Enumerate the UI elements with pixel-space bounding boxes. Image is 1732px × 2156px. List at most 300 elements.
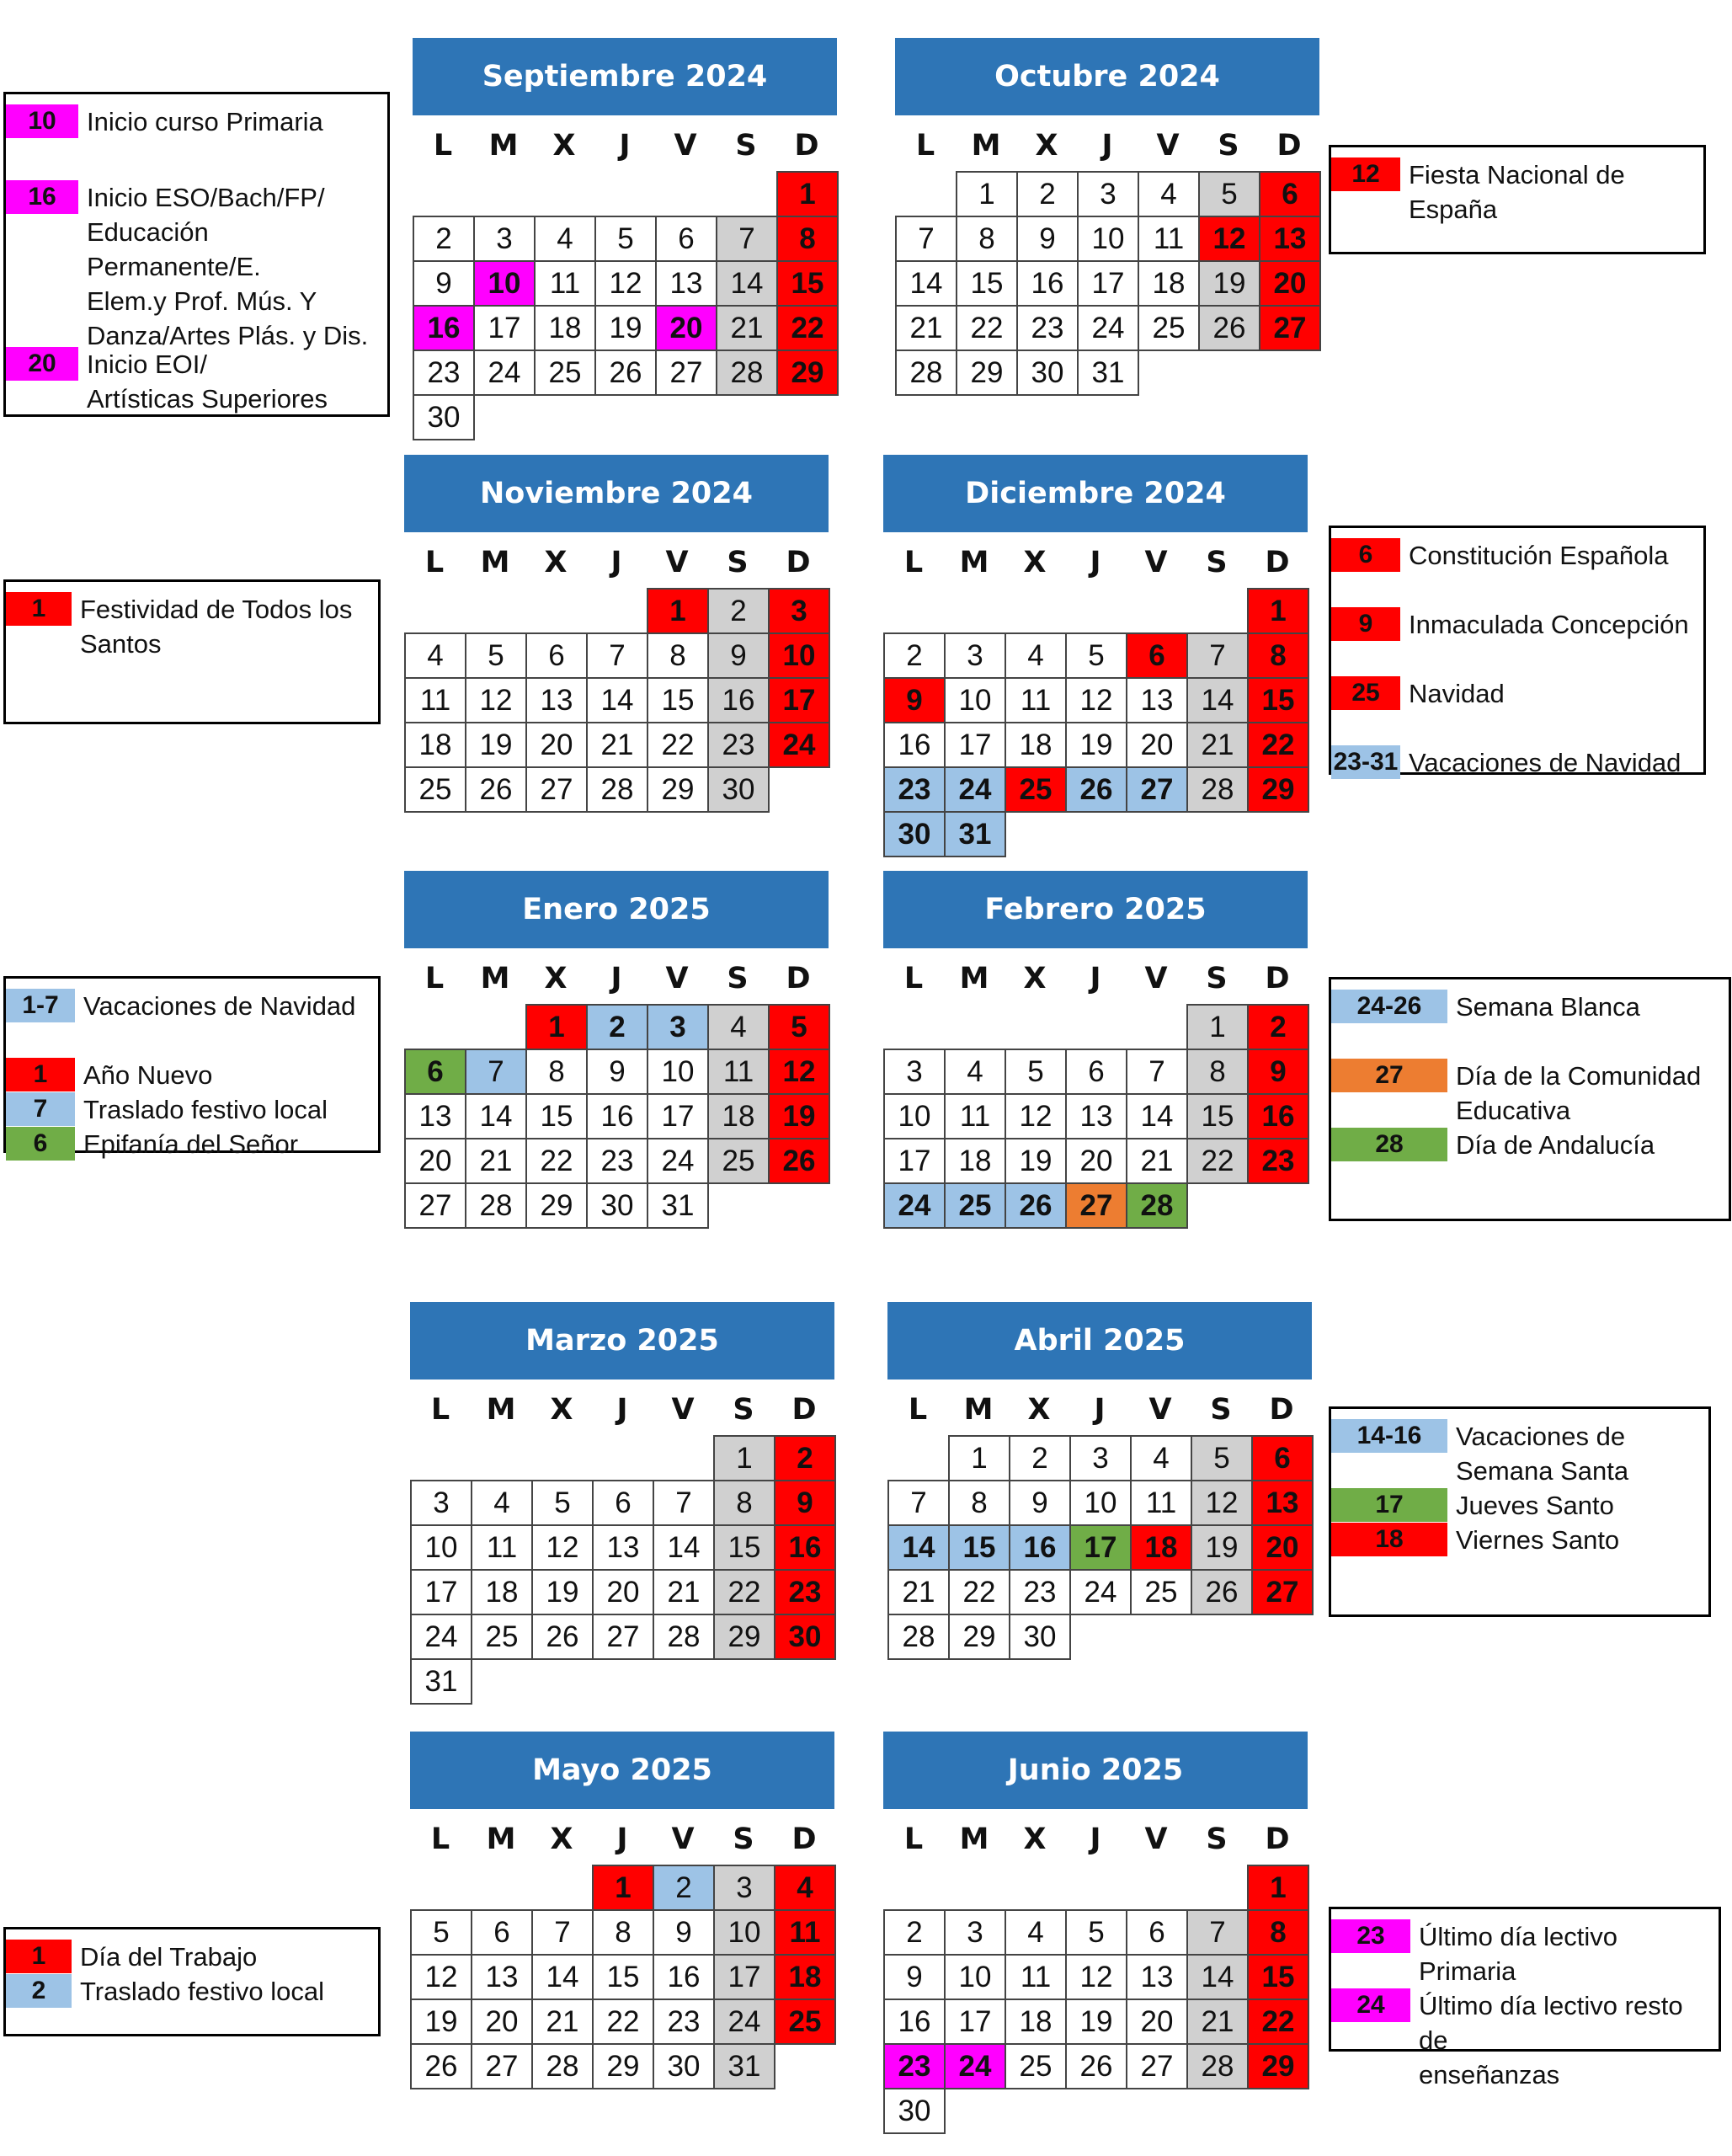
weekday-label: S: [733, 1393, 754, 1427]
day-cell: 21: [653, 1569, 715, 1615]
calendar-noviembre-2024: [404, 455, 829, 811]
weekday-label: S: [733, 1822, 754, 1856]
weekday-label: S: [727, 546, 749, 579]
weekday-label: S: [727, 962, 749, 995]
legend-junio: [1329, 1907, 1721, 2089]
day-cell: 9: [1016, 216, 1079, 262]
weekday-label: L: [915, 129, 935, 163]
weekday-label: X: [550, 1822, 573, 1856]
day-cell: 30: [883, 2088, 946, 2134]
day-cell: 23: [1009, 1569, 1071, 1615]
day-cell: 11: [1005, 1954, 1067, 2000]
day-cell: 5: [1198, 171, 1260, 217]
day-cell: 6: [592, 1480, 654, 1526]
day-cell: 24: [1069, 1569, 1132, 1615]
legend-text: Epifanía del Señor: [83, 1129, 299, 1159]
legend-swatch: 1: [6, 1058, 75, 1091]
day-cell: 11: [774, 1909, 836, 1956]
day-cell: 24: [713, 1999, 775, 2045]
day-cell: 28: [1186, 2043, 1249, 2089]
day-cell: 9: [653, 1909, 715, 1956]
day-grid: [404, 1004, 829, 1227]
day-cell: 23: [774, 1569, 836, 1615]
day-cell: 12: [531, 1524, 594, 1571]
day-cell: 12: [1005, 1093, 1067, 1139]
day-cell: 16: [774, 1524, 836, 1571]
weekday-label: L: [903, 1822, 924, 1856]
day-cell: 21: [586, 722, 648, 768]
day-cell: 7: [1186, 1909, 1249, 1956]
legend-swatch: 16: [6, 180, 78, 214]
day-cell: 1: [1186, 1004, 1249, 1050]
day-cell: 29: [948, 1614, 1010, 1660]
weekday-label: S: [1210, 1393, 1232, 1427]
day-cell: 13: [1251, 1480, 1314, 1526]
legend-noviembre: [3, 579, 381, 724]
day-cell: 23: [1247, 1138, 1309, 1184]
day-cell: 1: [592, 1865, 654, 1911]
day-cell: 28: [716, 350, 778, 396]
day-cell: 26: [1005, 1182, 1067, 1229]
day-cell: 10: [944, 677, 1006, 723]
day-cell: 6: [1126, 632, 1188, 679]
legend-swatch: 9: [1331, 607, 1400, 641]
day-cell: 6: [1259, 171, 1321, 217]
weekday-label: M: [480, 546, 510, 579]
day-cell: 26: [594, 350, 657, 396]
day-cell: 19: [1198, 260, 1260, 307]
weekday-label: L: [430, 1822, 450, 1856]
day-cell: 24: [473, 350, 536, 396]
day-cell: 30: [653, 2043, 715, 2089]
legend-swatch: 24-26: [1331, 990, 1447, 1023]
day-cell: 22: [948, 1569, 1010, 1615]
day-cell: 15: [956, 260, 1018, 307]
calendar-diciembre-2024: [883, 455, 1308, 856]
day-cell: 15: [1247, 677, 1309, 723]
day-cell: 5: [768, 1004, 830, 1050]
legend-item: [1331, 1488, 1708, 1523]
day-cell: 27: [471, 2043, 533, 2089]
calendar-mayo-2025: [410, 1732, 834, 2088]
day-cell: 1: [647, 588, 709, 634]
weekday-label: V: [1156, 129, 1180, 163]
legend-swatch: 28: [1331, 1128, 1447, 1161]
day-grid: [410, 1865, 834, 2088]
legend-enero: [3, 976, 381, 1159]
day-cell: 24: [883, 1182, 946, 1229]
day-cell: 26: [1198, 305, 1260, 351]
day-cell: 26: [531, 1614, 594, 1660]
day-cell: 4: [944, 1049, 1006, 1095]
day-cell: 12: [1065, 677, 1127, 723]
weekday-label: D: [786, 546, 811, 579]
calendar-junio-2025: [883, 1732, 1308, 2132]
day-cell: 27: [1126, 2043, 1188, 2089]
day-cell: 11: [471, 1524, 533, 1571]
day-cell: 3: [410, 1480, 472, 1526]
day-cell: 27: [655, 350, 717, 396]
day-cell: 5: [531, 1480, 594, 1526]
day-cell: 14: [465, 1093, 527, 1139]
day-cell: 11: [944, 1093, 1006, 1139]
legend-item: [6, 1092, 378, 1127]
day-cell: 30: [707, 766, 770, 813]
legend-item: [6, 104, 387, 139]
day-cell: 27: [404, 1182, 466, 1229]
day-grid: [883, 1004, 1308, 1227]
weekday-label: D: [794, 129, 819, 163]
month-title: Marzo 2025: [410, 1302, 834, 1380]
day-grid: [895, 171, 1319, 394]
day-cell: 13: [404, 1093, 466, 1139]
day-cell: 23: [707, 722, 770, 768]
day-cell: 8: [1247, 1909, 1309, 1956]
day-cell: 28: [1186, 766, 1249, 813]
day-cell: 18: [707, 1093, 770, 1139]
day-cell: 22: [713, 1569, 775, 1615]
day-cell: 4: [707, 1004, 770, 1050]
day-cell: 24: [647, 1138, 709, 1184]
day-cell: 16: [1247, 1093, 1309, 1139]
day-cell: 4: [1005, 632, 1067, 679]
legend-text: Inicio EOI/ Artísticas Superiores: [87, 350, 328, 414]
day-cell: 9: [1009, 1480, 1071, 1526]
legend-item: [1331, 1419, 1708, 1488]
weekday-label: X: [1027, 1393, 1051, 1427]
day-cell: 11: [1130, 1480, 1192, 1526]
legend-text: Vacaciones de Semana Santa: [1456, 1422, 1629, 1486]
day-cell: 27: [1251, 1569, 1314, 1615]
weekday-label: D: [791, 1393, 817, 1427]
weekday-label: D: [1276, 129, 1302, 163]
day-cell: 9: [586, 1049, 648, 1095]
day-cell: 10: [473, 260, 536, 307]
day-cell: 18: [944, 1138, 1006, 1184]
day-cell: 20: [525, 722, 588, 768]
legend-septiembre: [3, 92, 390, 417]
day-cell: 7: [1186, 632, 1249, 679]
day-cell: 26: [1191, 1569, 1253, 1615]
day-cell: 17: [713, 1954, 775, 2000]
day-cell: 21: [895, 305, 957, 351]
day-cell: 16: [883, 722, 946, 768]
day-cell: 7: [716, 216, 778, 262]
weekday-label: D: [1265, 1822, 1290, 1856]
day-cell: 4: [534, 216, 596, 262]
day-cell: 22: [776, 305, 839, 351]
legend-item: [6, 1940, 378, 1974]
weekday-label: V: [671, 1822, 695, 1856]
day-grid: [887, 1435, 1312, 1658]
day-cell: 5: [465, 632, 527, 679]
day-cell: 11: [534, 260, 596, 307]
day-cell: 3: [1069, 1435, 1132, 1481]
day-cell: 5: [594, 216, 657, 262]
legend-swatch: 23: [1331, 1919, 1410, 1953]
weekday-header-row: [404, 537, 829, 588]
day-cell: 19: [531, 1569, 594, 1615]
weekday-label: L: [903, 962, 924, 995]
day-cell: 25: [1005, 766, 1067, 813]
day-cell: 22: [1247, 722, 1309, 768]
weekday-label: V: [674, 129, 697, 163]
day-cell: 11: [404, 677, 466, 723]
day-cell: 4: [1130, 1435, 1192, 1481]
legend-swatch: 1-7: [6, 989, 75, 1022]
weekday-label: L: [433, 129, 453, 163]
day-cell: 28: [531, 2043, 594, 2089]
day-cell: 20: [1126, 1999, 1188, 2045]
day-cell: 20: [1126, 722, 1188, 768]
day-cell: 14: [1186, 1954, 1249, 2000]
day-cell: 18: [1005, 722, 1067, 768]
day-cell: 5: [1005, 1049, 1067, 1095]
weekday-header-row: [887, 1385, 1312, 1435]
weekday-header-row: [410, 1814, 834, 1865]
day-cell: 14: [887, 1524, 950, 1571]
day-cell: 2: [883, 632, 946, 679]
day-cell: 29: [1247, 2043, 1309, 2089]
day-cell: 16: [707, 677, 770, 723]
day-cell: 18: [534, 305, 596, 351]
day-cell: 7: [465, 1049, 527, 1095]
day-cell: 13: [1126, 1954, 1188, 2000]
weekday-label: J: [616, 1393, 628, 1427]
weekday-label: V: [671, 1393, 695, 1427]
legend-text: Inicio ESO/Bach/FP/ Educación Permanente/E. Elem.y Prof. Mús. Y Danza/Artes Plás. y Dis.: [87, 183, 369, 350]
day-cell: 19: [768, 1093, 830, 1139]
day-cell: 6: [525, 632, 588, 679]
day-cell: 29: [592, 2043, 654, 2089]
day-cell: 3: [944, 632, 1006, 679]
day-cell: 2: [774, 1435, 836, 1481]
day-cell: 6: [1251, 1435, 1314, 1481]
day-cell: 19: [1191, 1524, 1253, 1571]
weekday-label: M: [959, 1822, 989, 1856]
day-cell: 22: [1186, 1138, 1249, 1184]
weekday-label: X: [1035, 129, 1058, 163]
month-title: Noviembre 2024: [404, 455, 829, 532]
day-cell: 13: [1126, 677, 1188, 723]
weekday-label: D: [786, 962, 811, 995]
day-cell: 3: [944, 1909, 1006, 1956]
legend-text: Fiesta Nacional de España: [1409, 160, 1625, 224]
day-cell: 18: [404, 722, 466, 768]
day-cell: 20: [471, 1999, 533, 2045]
day-cell: 11: [707, 1049, 770, 1095]
day-cell: 8: [647, 632, 709, 679]
day-cell: 14: [531, 1954, 594, 2000]
day-cell: 20: [1065, 1138, 1127, 1184]
day-cell: 27: [1259, 305, 1321, 351]
calendar-febrero-2025: [883, 871, 1308, 1227]
day-cell: 2: [883, 1909, 946, 1956]
weekday-label: X: [1023, 546, 1047, 579]
day-grid: [413, 171, 837, 439]
day-cell: 20: [1259, 260, 1321, 307]
day-cell: 12: [410, 1954, 472, 2000]
day-cell: 22: [1247, 1999, 1309, 2045]
day-cell: 10: [768, 632, 830, 679]
legend-text: Vacaciones de Navidad: [83, 991, 356, 1021]
legend-swatch: 20: [6, 347, 78, 381]
month-title: Febrero 2025: [883, 871, 1308, 948]
day-cell: 23: [413, 350, 475, 396]
legend-swatch: 12: [1331, 157, 1400, 191]
day-cell: 19: [1065, 722, 1127, 768]
day-cell: 10: [647, 1049, 709, 1095]
day-cell: 19: [1005, 1138, 1067, 1184]
legend-swatch: 2: [6, 1974, 72, 2008]
calendar-abril-2025: [887, 1302, 1312, 1658]
day-cell: 5: [1065, 1909, 1127, 1956]
day-cell: 10: [713, 1909, 775, 1956]
weekday-label: M: [480, 962, 510, 995]
legend-item: [1331, 538, 1703, 573]
day-cell: 29: [956, 350, 1018, 396]
weekday-label: V: [1144, 962, 1168, 995]
weekday-label: D: [1265, 546, 1290, 579]
day-cell: 13: [655, 260, 717, 307]
day-cell: 29: [1247, 766, 1309, 813]
day-cell: 5: [1065, 632, 1127, 679]
day-cell: 20: [404, 1138, 466, 1184]
day-cell: 12: [1198, 216, 1260, 262]
day-cell: 10: [1069, 1480, 1132, 1526]
day-cell: 4: [404, 632, 466, 679]
day-cell: 25: [1138, 305, 1200, 351]
legend-mayo: [3, 1927, 381, 2036]
day-cell: 16: [1009, 1524, 1071, 1571]
day-cell: 14: [895, 260, 957, 307]
day-cell: 26: [1065, 766, 1127, 813]
day-cell: 3: [713, 1865, 775, 1911]
day-cell: 30: [1016, 350, 1079, 396]
day-cell: 21: [1126, 1138, 1188, 1184]
day-cell: 26: [465, 766, 527, 813]
day-cell: 17: [768, 677, 830, 723]
weekday-header-row: [404, 953, 829, 1004]
weekday-label: D: [791, 1822, 817, 1856]
legend-text: Constitución Española: [1409, 541, 1669, 570]
legend-swatch: 25: [1331, 676, 1400, 710]
legend-text: Viernes Santo: [1456, 1525, 1620, 1555]
weekday-header-row: [883, 953, 1308, 1004]
day-cell: 20: [592, 1569, 654, 1615]
legend-text: Último día lectivo Primaria: [1419, 1922, 1618, 1986]
legend-text: Jueves Santo: [1456, 1491, 1614, 1520]
month-title: Octubre 2024: [895, 38, 1319, 115]
day-cell: 19: [465, 722, 527, 768]
day-cell: 29: [525, 1182, 588, 1229]
day-cell: 2: [586, 1004, 648, 1050]
legend-text: Traslado festivo local: [83, 1095, 328, 1124]
day-cell: 23: [883, 2043, 946, 2089]
day-cell: 5: [1191, 1435, 1253, 1481]
legend-item: [1331, 990, 1729, 1024]
legend-diciembre: [1329, 526, 1706, 775]
day-cell: 16: [883, 1999, 946, 2045]
day-cell: 18: [1138, 260, 1200, 307]
day-cell: 21: [887, 1569, 950, 1615]
weekday-label: M: [963, 1393, 994, 1427]
day-cell: 23: [653, 1999, 715, 2045]
legend-febrero: [1329, 977, 1731, 1221]
day-cell: 24: [1077, 305, 1139, 351]
day-cell: 2: [653, 1865, 715, 1911]
weekday-label: L: [424, 546, 445, 579]
day-cell: 27: [592, 1614, 654, 1660]
day-cell: 7: [653, 1480, 715, 1526]
weekday-label: J: [610, 546, 622, 579]
month-title: Diciembre 2024: [883, 455, 1308, 532]
day-cell: 14: [653, 1524, 715, 1571]
weekday-label: X: [1023, 962, 1047, 995]
day-cell: 13: [1259, 216, 1321, 262]
day-cell: 18: [471, 1569, 533, 1615]
day-cell: 16: [413, 305, 475, 351]
day-cell: 1: [713, 1435, 775, 1481]
day-cell: 2: [1016, 171, 1079, 217]
day-cell: 24: [944, 2043, 1006, 2089]
legend-abril: [1329, 1406, 1711, 1617]
day-cell: 26: [768, 1138, 830, 1184]
weekday-label: J: [1094, 1393, 1106, 1427]
day-cell: 15: [713, 1524, 775, 1571]
day-cell: 28: [653, 1614, 715, 1660]
day-cell: 1: [525, 1004, 588, 1050]
day-cell: 23: [1016, 305, 1079, 351]
day-cell: 21: [465, 1138, 527, 1184]
weekday-header-row: [895, 120, 1319, 171]
day-grid: [883, 1865, 1308, 2132]
day-cell: 22: [647, 722, 709, 768]
calendar-octubre-2024: [895, 38, 1319, 394]
day-cell: 22: [592, 1999, 654, 2045]
day-cell: 1: [948, 1435, 1010, 1481]
month-title: Abril 2025: [887, 1302, 1312, 1380]
weekday-header-row: [883, 537, 1308, 588]
weekday-label: V: [665, 546, 689, 579]
legend-item: [6, 180, 387, 353]
day-cell: 8: [713, 1480, 775, 1526]
day-cell: 9: [1247, 1049, 1309, 1095]
day-cell: 3: [473, 216, 536, 262]
day-cell: 30: [1009, 1614, 1071, 1660]
month-title: Mayo 2025: [410, 1732, 834, 1809]
legend-swatch: 6: [1331, 538, 1400, 572]
day-cell: 8: [956, 216, 1018, 262]
day-cell: 21: [531, 1999, 594, 2045]
day-cell: 20: [655, 305, 717, 351]
day-cell: 31: [410, 1658, 472, 1705]
day-cell: 15: [1186, 1093, 1249, 1139]
weekday-label: J: [1090, 1822, 1101, 1856]
day-cell: 26: [410, 2043, 472, 2089]
legend-text: Semana Blanca: [1456, 992, 1640, 1022]
day-cell: 24: [410, 1614, 472, 1660]
day-cell: 22: [956, 305, 1018, 351]
day-grid: [883, 588, 1308, 856]
day-cell: 31: [647, 1182, 709, 1229]
day-cell: 8: [948, 1480, 1010, 1526]
month-title: Enero 2025: [404, 871, 829, 948]
weekday-label: X: [544, 962, 568, 995]
day-cell: 25: [404, 766, 466, 813]
weekday-label: M: [488, 129, 519, 163]
day-cell: 3: [883, 1049, 946, 1095]
